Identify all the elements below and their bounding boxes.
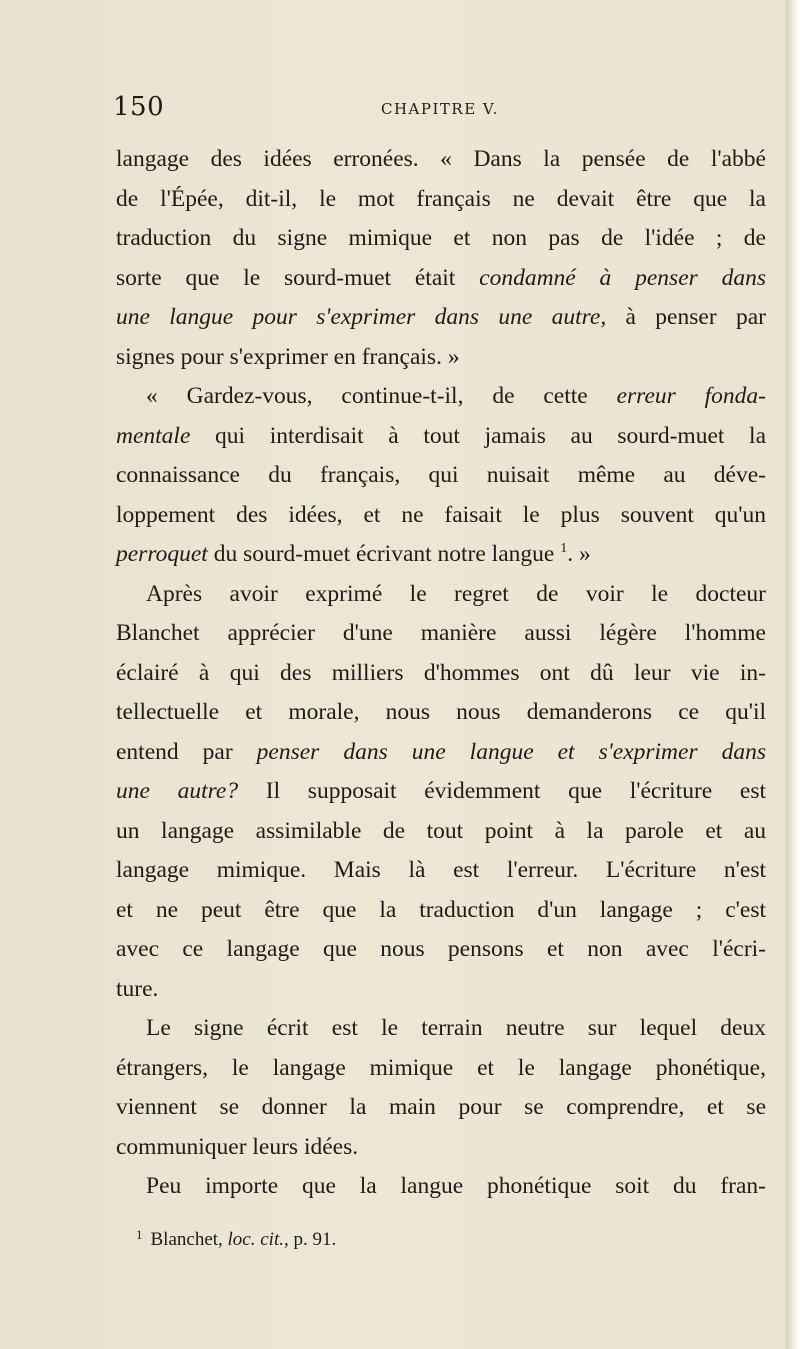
italic-text: condamné à penser dans — [479, 264, 766, 291]
text-run: communiquer leurs idées. — [116, 1133, 359, 1160]
text-line — [116, 970, 766, 1010]
text-run: loppement des idées, et ne faisait le plus souvent qu'un — [116, 501, 766, 528]
text-run: Il supposait évidemment que l'écriture est — [238, 778, 766, 804]
text-line — [116, 693, 766, 733]
text-run: avec ce langage que nous pensons et non avec l'écri- — [116, 936, 766, 962]
footnote-author: Blanchet, — [150, 1229, 228, 1250]
italic-text: mentale — [116, 422, 191, 449]
text-line — [116, 140, 766, 180]
running-head: CHAPITRE V. — [381, 100, 499, 118]
text-run: Le signe écrit est le terrain neutre sur lequel deux — [146, 1015, 766, 1041]
text-line — [116, 1167, 766, 1207]
text-line — [116, 851, 766, 891]
text-line — [116, 891, 766, 931]
text-run: langage mimique. Mais là est l'erreur. L'écriture n'est — [116, 857, 766, 883]
text-run: étrangers, le langage mimique et le langage phonétique, — [116, 1054, 766, 1081]
text-run: sorte que le sourd-muet était — [116, 264, 480, 291]
text-run: langage des idées erronées. « Dans la pensée de l'abbé — [116, 146, 766, 172]
text-run: Peu importe que la langue phonétique soit du fran- — [146, 1173, 766, 1199]
footnote-reference: 1 — [560, 541, 568, 556]
text-line — [116, 733, 766, 773]
page-number: 150 — [113, 92, 165, 122]
text-run: « Gardez-vous, continue-t-il, de cette — [146, 383, 617, 409]
italic-text: une autre? — [116, 778, 239, 804]
text-run: traduction du signe mimique et non pas de l'idée ; de — [116, 225, 766, 251]
text-run: et ne peut être que la traduction d'un langage ; c'est — [116, 896, 766, 923]
text-line — [116, 417, 766, 457]
text-run: Après avoir exprimé le regret de voir le docteur — [146, 580, 766, 607]
text-run: à penser par — [606, 304, 766, 330]
text-line — [116, 496, 766, 536]
italic-text: perroquet — [116, 541, 208, 567]
text-run: viennent se donner la main pour se comprendre, et se — [116, 1094, 766, 1120]
footnote — [136, 1227, 336, 1251]
text-line — [116, 812, 766, 852]
text-run: Blanchet apprécier d'une manière aussi légère l'homme — [116, 620, 766, 646]
text-line — [116, 298, 766, 338]
text-run: de l'Épée, dit-il, le mot français ne devait être que la — [116, 185, 766, 212]
text-run: connaissance du français, qui nuisait même au déve- — [116, 462, 766, 488]
text-run: entend par — [116, 738, 257, 765]
text-line — [116, 575, 766, 615]
page-edge — [786, 0, 800, 1349]
italic-text: une langue pour s'exprimer dans une autre, — [116, 304, 607, 330]
text-line — [116, 772, 766, 812]
text-line — [116, 180, 766, 220]
text-run: tellectuelle et morale, nous nous demanderons ce qu'il — [116, 699, 766, 725]
page-header — [113, 92, 673, 128]
text-run: qui interdisait à tout jamais au sourd-muet la — [190, 422, 766, 449]
text-run: . » — [567, 541, 591, 567]
text-line — [116, 1088, 766, 1128]
text-line — [116, 654, 766, 694]
italic-text: penser dans une langue et s'exprimer dans — [256, 738, 767, 765]
body-text — [116, 140, 766, 1207]
footnote-page: , p. 91. — [283, 1229, 337, 1250]
text-line — [116, 1128, 766, 1168]
footnote-mark: 1 — [136, 1227, 143, 1242]
text-run: un langage assimilable de tout point à la parole et au — [116, 817, 766, 844]
text-line — [116, 456, 766, 496]
footnote-ref: loc. cit. — [227, 1229, 284, 1250]
text-line — [116, 930, 766, 970]
text-line — [116, 614, 766, 654]
text-run: du sourd-muet écrivant notre langue — [207, 541, 561, 567]
text-line — [116, 219, 766, 259]
text-line — [116, 1009, 766, 1049]
text-line — [116, 377, 766, 417]
italic-text: erreur fonda- — [616, 383, 767, 409]
text-run: ture. — [116, 975, 159, 1002]
text-run: éclairé à qui des milliers d'hommes ont dû leur vie in- — [116, 659, 766, 686]
text-line — [116, 1049, 766, 1089]
text-line — [116, 535, 766, 575]
text-line — [116, 338, 766, 378]
text-run: signes pour s'exprimer en français. » — [116, 343, 460, 370]
text-line — [116, 259, 766, 299]
